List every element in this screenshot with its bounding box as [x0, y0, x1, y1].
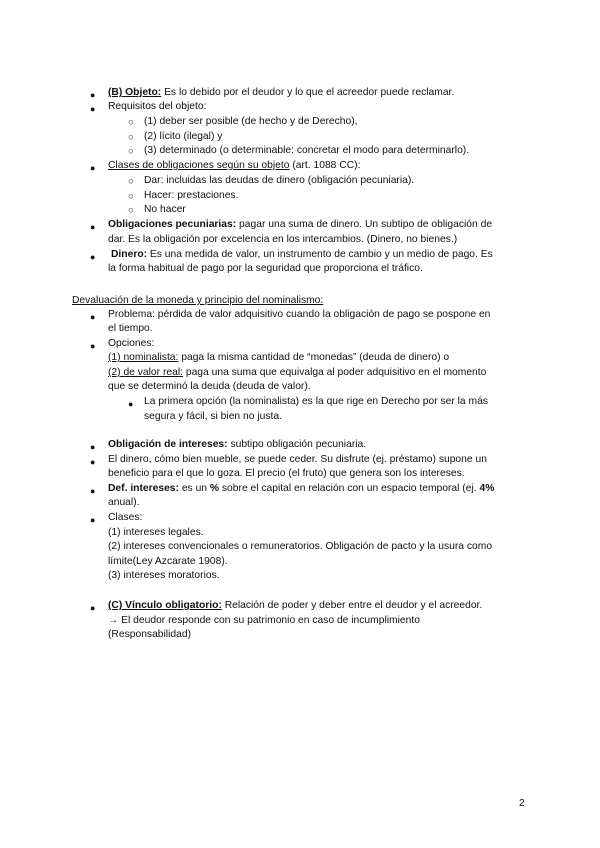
bullet: ●	[90, 222, 96, 232]
sub-bullet: ○	[128, 146, 134, 157]
objeto-label: (B) Objeto:	[108, 87, 162, 98]
requisito-3: (3) determinado (o determinable: concretar el modo para determinarlo).	[144, 145, 470, 156]
def-intereses-line2: anual).	[108, 497, 140, 508]
vinculo-label: (C) Vínculo obligatorio:	[108, 600, 222, 611]
bullet: ●	[90, 104, 96, 114]
pecuniarias-label: Obligaciones pecuniarias:	[108, 219, 237, 230]
clase-interes-2b: límite(Ley Azcarate 1908).	[108, 556, 228, 567]
requisito-1: (1) deber ser posible (de hecho y de Derecho),	[144, 116, 358, 127]
def-text2: sobre el capital en relación con un espacio temporal (ej.	[219, 483, 480, 494]
pecuniarias-text1: pagar una suma de dinero. Un subtipo de obligación de	[236, 219, 493, 230]
clase-no-hacer: No hacer	[144, 204, 186, 215]
requisitos-title: Requisitos del objeto:	[108, 101, 207, 112]
clase-dar: Dar: incluidas las deudas de dinero (obligación pecuniaria).	[144, 175, 415, 186]
op1-text: paga la misma cantidad de “monedas” (deuda de dinero) o	[178, 352, 450, 363]
def-text: es un	[178, 483, 210, 494]
bullet: ●	[90, 442, 96, 452]
dinero-text1: Es una medida de valor, un instrumento de cambio y un medio de pago. Es	[147, 249, 493, 260]
dinero-line2: la forma habitual de pago por la seguridad que proporciona el tráfico.	[108, 263, 423, 274]
clase-interes-1: (1) intereses legales.	[108, 527, 204, 538]
clase-interes-2a: (2) intereses convencionales o remuneratorios. Obligación de pacto y la usura como	[108, 541, 493, 552]
bullet: ●	[90, 163, 96, 173]
nominalista-sub1: La primera opción (la nominalista) es la que rige en Derecho por ser la más	[144, 396, 488, 407]
pecuniarias-line2: dar. Es la obligación por excelencia en los intercambios. (Dinero, no bienes.)	[108, 234, 458, 245]
dinero-line1	[111, 248, 493, 263]
bullet: ●	[90, 341, 96, 351]
op1-label: (1) nominalista:	[108, 352, 179, 363]
clases-obj-title: Clases de obligaciones según su objeto	[108, 160, 290, 171]
opciones-title: Opciones:	[108, 338, 155, 349]
bullet: ●	[90, 252, 96, 262]
bullet: ●	[90, 603, 96, 613]
op2-text: paga una suma que equivalga al poder adquisitivo en el momento	[182, 367, 487, 378]
bullet: ●	[90, 90, 96, 100]
devaluacion-heading: Devaluación de la moneda y principio del nominalismo:	[72, 295, 324, 306]
vinculo-line3: (Responsabilidad)	[108, 629, 191, 640]
sub-bullet: ○	[128, 117, 134, 128]
vinculo-line1	[108, 599, 482, 614]
objeto-line	[108, 86, 454, 101]
bullet: ●	[90, 457, 96, 467]
pecuniarias-line1	[108, 218, 492, 233]
requisito-2: (2) lícito (ilegal) y	[144, 131, 223, 142]
clase-hacer: Hacer: prestaciones.	[144, 190, 239, 201]
opcion-valor-real-2: que se determinó la deuda (deuda de valor).	[108, 381, 311, 392]
problema-line1: Problema: pérdida de valor adquisitivo cuando la obligación de pago se pospone en	[108, 309, 491, 320]
def-label: Def. intereses:	[108, 483, 179, 494]
clases-obj-ref: (art. 1088 CC):	[289, 160, 361, 171]
sub-bullet: ○	[128, 191, 134, 202]
page-number: 2	[519, 798, 525, 809]
def-pct: %	[209, 483, 220, 494]
sub-bullet: ○	[128, 176, 134, 187]
nominalista-sub2: segura y fácil, si bien no justa.	[144, 411, 282, 422]
problema-line2: el tiempo.	[108, 323, 153, 334]
clases-obj-line	[108, 159, 360, 174]
op2-label: (2) de valor real:	[108, 367, 183, 378]
bullet: ●	[128, 399, 134, 409]
vinculo-line2: → El deudor responde con su patrimonio en caso de incumplimiento	[108, 615, 420, 626]
vinculo-text: Relación de poder y deber entre el deudor y el acreedor.	[221, 600, 483, 611]
intereses-line	[108, 438, 366, 453]
dinero-mueble-line1: El dinero, cómo bien mueble, se puede ceder. Su disfrute (ej. préstamo) supone un	[108, 454, 487, 465]
dinero-mueble-line2: beneficio para el que lo goza. El precio (el fruto) que genera son los intereses.	[108, 468, 465, 479]
intereses-label: Obligación de intereses:	[108, 439, 228, 450]
sub-bullet: ○	[128, 132, 134, 143]
bullet: ●	[90, 312, 96, 322]
dinero-label: Dinero:	[111, 249, 148, 260]
opcion-valor-real	[108, 366, 486, 381]
def-intereses-line1	[108, 482, 494, 497]
sub-bullet: ○	[128, 205, 134, 216]
bullet: ●	[90, 515, 96, 525]
objeto-text: Es lo debido por el deudor y lo que el acreedor puede reclamar.	[161, 87, 455, 98]
def-pct2: 4%	[479, 483, 495, 494]
opcion-nominalista	[108, 351, 449, 366]
bullet: ●	[90, 486, 96, 496]
clase-interes-3: (3) intereses moratorios.	[108, 570, 220, 581]
clases-intereses-title: Clases:	[108, 512, 143, 523]
intereses-text: subtipo obligación pecuniaria.	[227, 439, 367, 450]
